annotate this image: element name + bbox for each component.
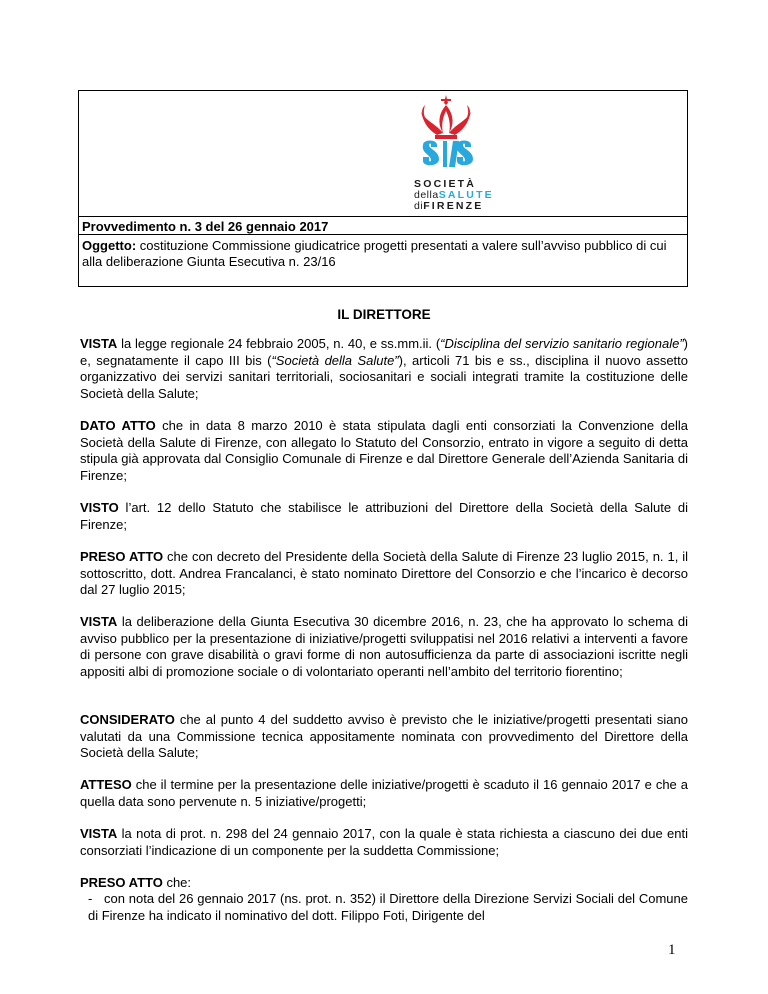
page-number: 1 (668, 942, 676, 958)
paragraph-vista-legge (80, 336, 688, 402)
logo-line-societa: SOCIETÀ (414, 178, 477, 190)
paragraph-lead: PRESO ATTO (80, 875, 163, 890)
paragraph-lead: CONSIDERATO (80, 712, 175, 727)
sds-lily-logo-icon (417, 93, 475, 179)
logo-firenze: FIRENZE (423, 200, 484, 212)
paragraph-text: che il termine per la presentazione delle iniziative/progetti è scaduto il 16 gennaio 2017 e che a quella data sono pervenute n. 5 iniziative/progetti; (80, 777, 688, 809)
paragraph-atteso (80, 777, 688, 810)
logo-salute: SALUTE (438, 189, 494, 201)
paragraph-lead: VISTO (80, 500, 119, 515)
paragraph-vista-deliberazione (80, 614, 688, 680)
logo-della: della (414, 189, 439, 201)
paragraph-text: ) e, segnatamente il capo III bis ( (80, 336, 688, 368)
logo-line-di-firenze (414, 201, 494, 212)
bullet-item (88, 891, 688, 924)
paragraph-lead: VISTA (80, 336, 118, 351)
logo-area (79, 91, 687, 216)
paragraph-italic: “Disciplina del servizio sanitario regionale” (440, 336, 684, 351)
paragraph-dato-atto (80, 418, 688, 484)
bullet-text: con nota del 26 gennaio 2017 (ns. prot. n. 352) il Direttore della Direzione Servizi Sociali del Comune di Firenze ha indicato il nominativo del dott. Filippo Foti, Dirigente del (88, 891, 688, 923)
paragraph-preso-atto-decreto (80, 549, 688, 599)
logo-di: di (414, 200, 424, 212)
header-table (78, 90, 688, 287)
paragraph-text: la deliberazione della Giunta Esecutiva 30 dicembre 2016, n. 23, che ha approvato lo schema di avviso pubblico per la presentazione di iniziative/progetti sviluppatisi nel 2016 relativi a interventi a favore di persone con grave disabilità o gravi forme di non autosufficienza da parte di associazioni iscritte negli appositi albi di promozione sociale o di volontariato operanti nell’ambito del territorio fiorentino; (80, 614, 688, 679)
paragraph-lead: VISTA (80, 826, 118, 841)
paragraph-text: la legge regionale 24 febbraio 2005, n. 40, e ss.mm.ii. ( (117, 336, 441, 351)
paragraph-text: l’art. 12 dello Statuto che stabilisce le attribuzioni del Direttore della Società della Salute di Firenze; (80, 500, 688, 532)
paragraph-italic: “Società della Salute” (271, 352, 399, 368)
paragraph-text: che al punto 4 del suddetto avviso è previsto che le iniziative/progetti presentati siano valutati da una Commissione tecnica appositamente nominata con provvedimento del Direttore della Società della Salute; (80, 712, 688, 760)
paragraph-visto-statuto (80, 500, 688, 533)
section-title: IL DIRETTORE (337, 307, 431, 322)
provvedimento-title: Provvedimento n. 3 del 26 gennaio 2017 (79, 216, 687, 234)
paragraph-considerato (80, 712, 688, 762)
oggetto-text: costituzione Commissione giudicatrice progetti presentati a valere sull’avviso pubblico di cui alla deliberazione Giunta Esecutiva n. 23/16 (82, 238, 667, 269)
paragraph-text: che: (162, 875, 192, 890)
paragraph-lead: DATO ATTO (80, 418, 156, 433)
paragraph-lead: VISTA (80, 614, 118, 629)
paragraph-lead: ATTESO (80, 777, 132, 792)
oggetto-label: Oggetto: (82, 238, 137, 253)
paragraph-text: la nota di prot. n. 298 del 24 gennaio 2017, con la quale è stata richiesta a ciascuno dei due enti consorziati l’indicazione di un componente per la suddetta Commissione; (80, 826, 688, 858)
logo-wordmark (414, 179, 494, 212)
paragraph-text: che in data 8 marzo 2010 è stata stipulata dagli enti consorziati la Convenzione della Società della Salute di Firenze, con allegato lo Statuto del Consorzio, entrato in vigore a seguito di detta stipula già approvata dal Consiglio Comunale di Firenze e dal Direttore Generale dell’Azienda Sanitaria di Firenze; (80, 418, 688, 483)
oggetto-row (79, 234, 687, 286)
paragraph-text: ), articoli 71 bis e ss., disciplina il nuovo assetto organizzativo dei servizi sanitari territoriali, sociosanitari e sociali integrati tramite la costituzione delle Società della Salute; (80, 352, 688, 401)
paragraph-lead: PRESO ATTO (80, 549, 164, 564)
bullet-dash: - (88, 891, 93, 906)
paragraph-text: che con decreto del Presidente della Società della Salute di Firenze 23 luglio 2015, n. 1, il sottoscritto, dott. Andrea Francalanci, è stato nominato Direttore del Consorzio e che l’incarico è decorso dal 27 luglio 2015; (80, 549, 689, 597)
paragraph-vista-nota (80, 826, 688, 859)
paragraph-preso-atto-che (80, 875, 688, 892)
